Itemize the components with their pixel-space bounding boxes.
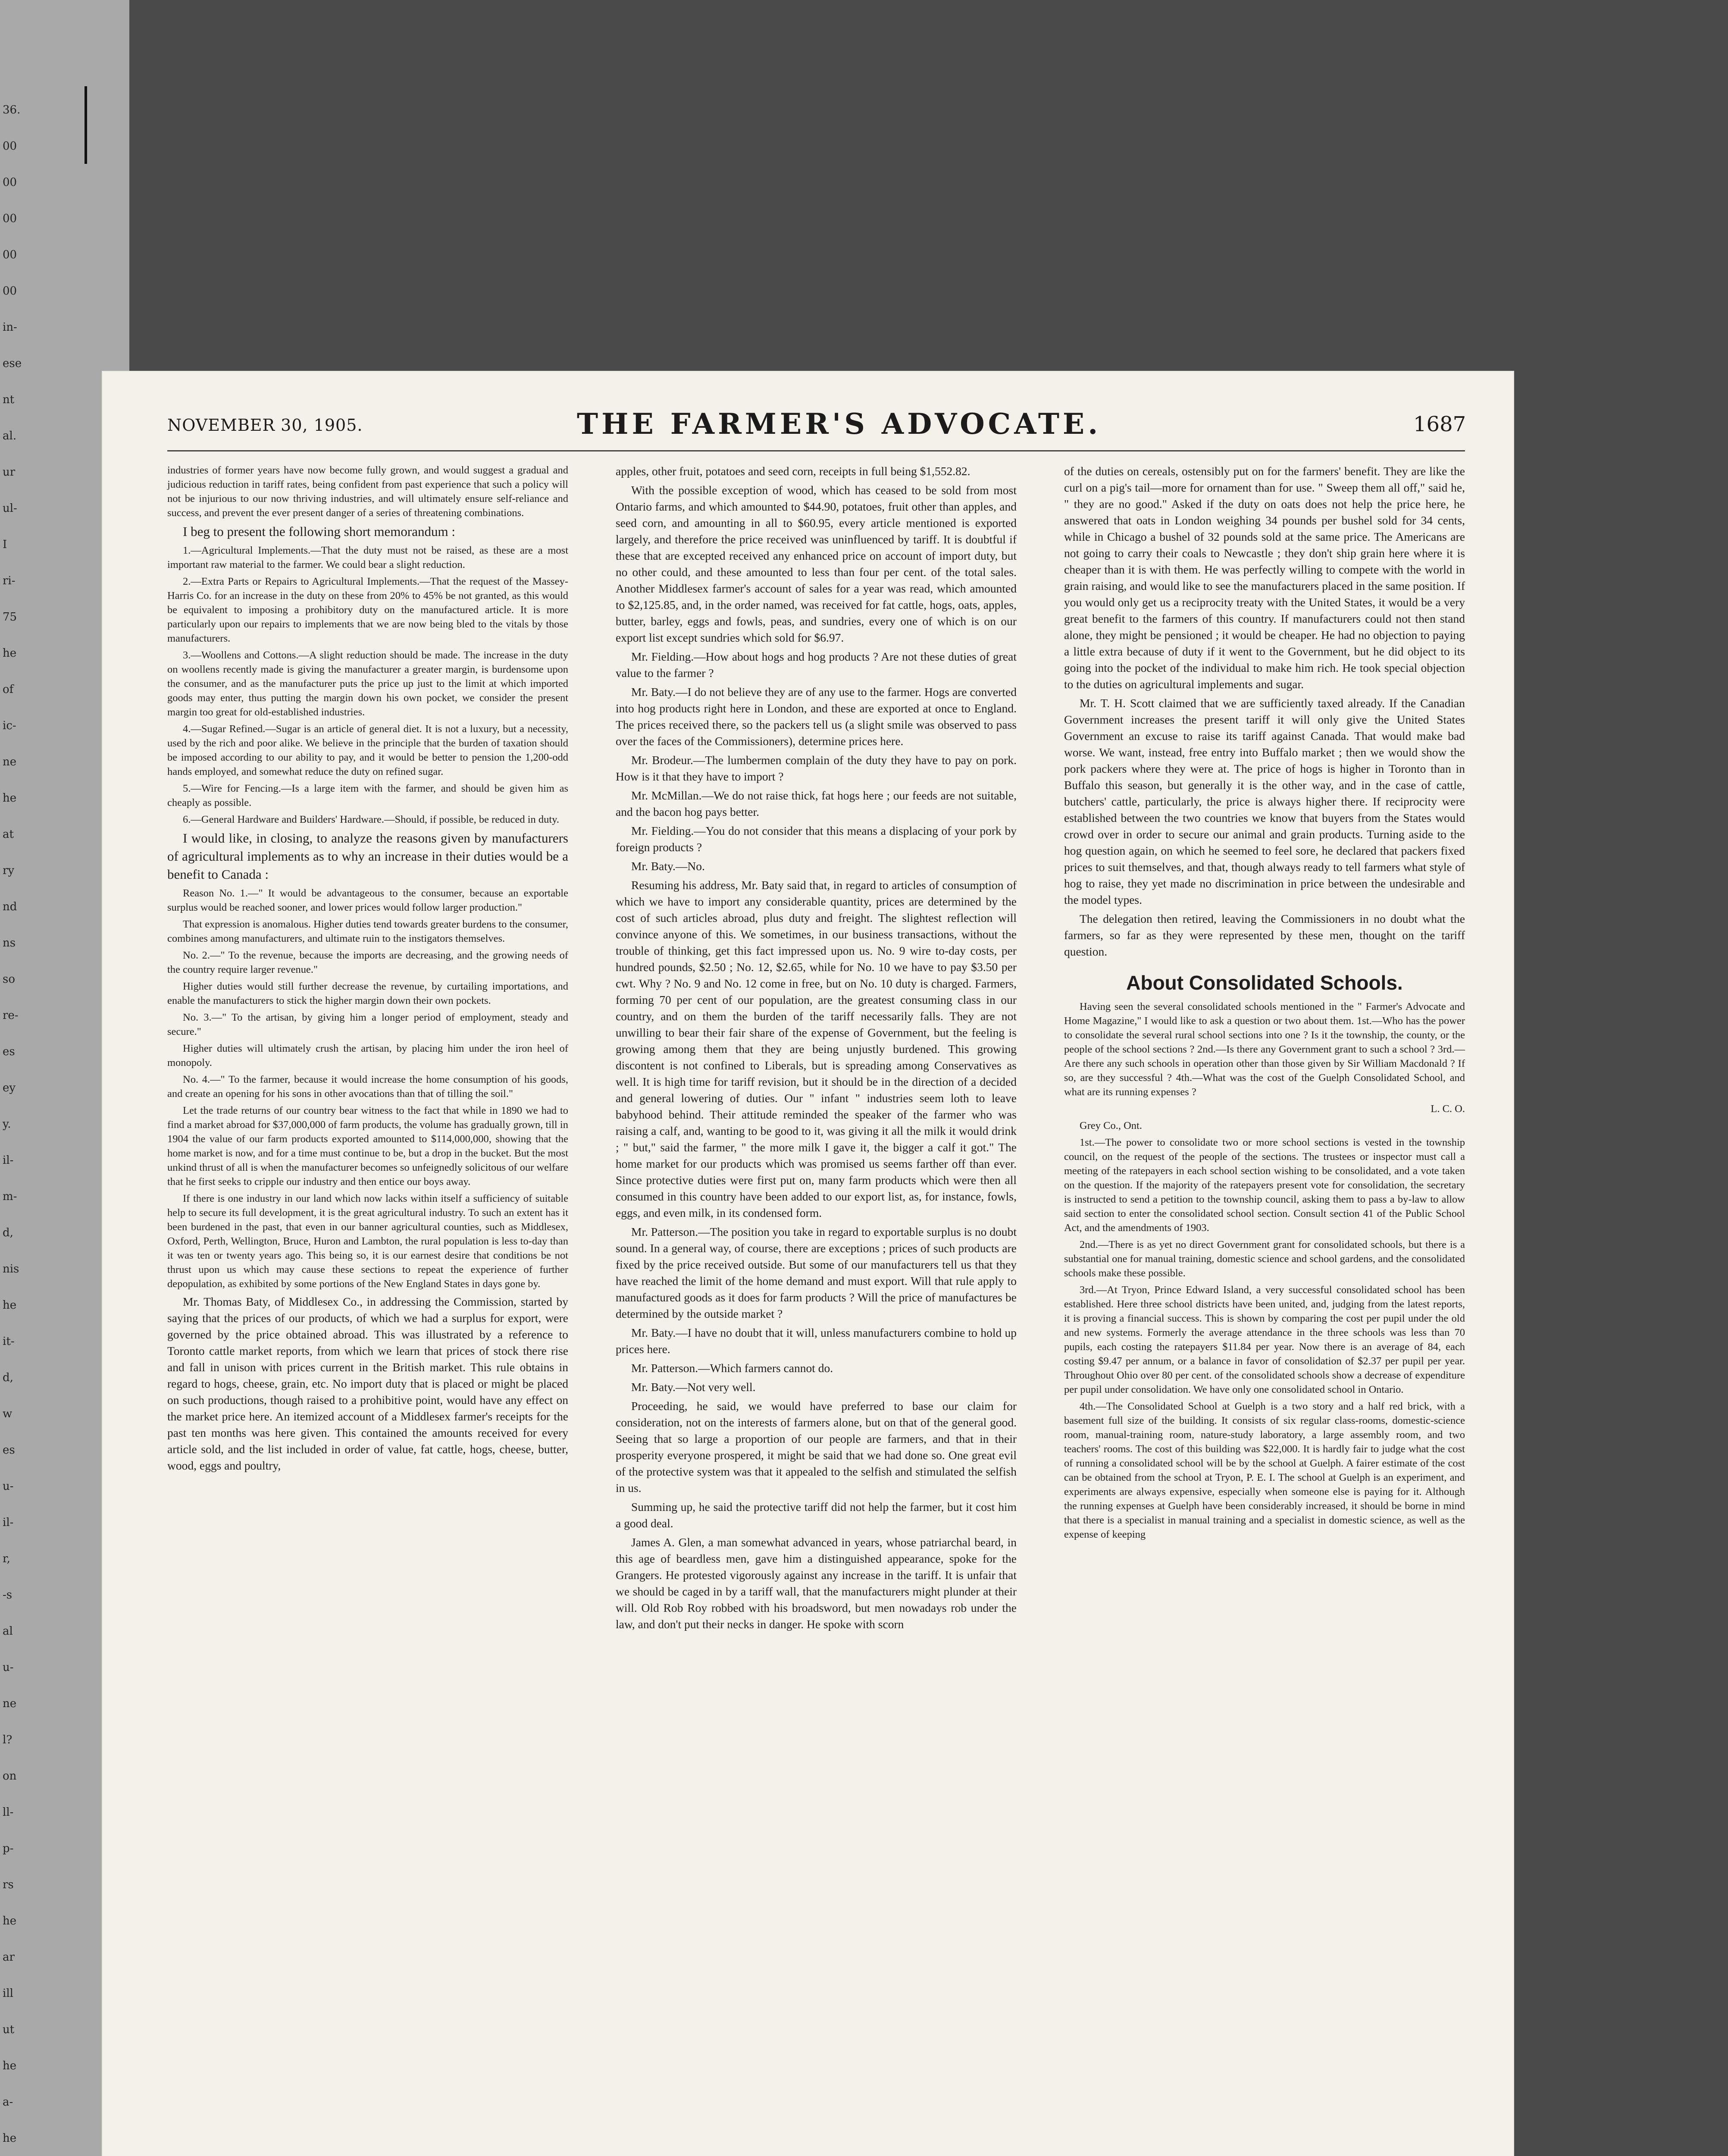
margin-fragment: he [3, 1299, 17, 1312]
margin-fragment: ne [3, 755, 17, 768]
margin-fragment: ese [3, 357, 22, 370]
article-paragraph: L. C. O. [1431, 1103, 1465, 1115]
article-paragraph: Mr. Baty.—I have no doubt that it will, unless manufacturers combine to hold up prices here. [616, 1326, 1017, 1356]
margin-fragment: u- [3, 1480, 14, 1493]
margin-fragment: he [3, 792, 17, 805]
margin-fragment: il- [3, 1516, 14, 1529]
section-heading: About Consolidated Schools. [1126, 971, 1403, 994]
scan-edge-mark [85, 86, 87, 164]
margin-fragment: ry [3, 864, 15, 877]
margin-fragment: 00 [3, 140, 17, 153]
article-paragraph: With the possible exception of wood, which has ceased to be sold from most Ontario farms, and which amounted to $44.90, potatoes, fruit other than apples, and seed corn, and amounting in all to $60.95, every article mentioned is exported largely, and therefore the price received was uninfluenced by tariff. It is doubtful if these that are excepted received any enhanced price on account of import duty, but no other could, and these amounted to less than four per cent. of the total sales. Another Middlesex farmer's account of sales for a year was read, which amounted to $2,125.85, and, in the order named, was received for fat cattle, hogs, oats, apples, butter, barley, eggs and fowls, peas, and sundries, every one of which is on our export list except sundries which sold for $6.97. [616, 483, 1017, 644]
page-number: 1687 [1413, 412, 1466, 436]
article-paragraph: Let the trade returns of our country bear witness to the fact that while in 1890 we had to find a market abroad for $37,000,000 of farm products, the volume has gradually grown, till in 1904 the value of our farm products exported amounted to $114,000,000, showing that the home market is now, and for a time must continue to be, but a drop in the bucket. But the most unkind thrust of all is when the manufacturer becomes so unfeignedly solicitous of our welfare that he first seeks to cripple our industry and then entice our boys away. [167, 1105, 568, 1188]
margin-fragment: I [3, 538, 7, 551]
column-left [167, 463, 568, 1476]
article-paragraph: Reason No. 1.—" It would be advantageous to the consumer, because an exportable surplus would be reached sooner, and lower prices would follow larger production." [167, 887, 568, 913]
article-paragraph: The delegation then retired, leaving the Commissioners in no doubt what the farmers, so far as they were represented by these men, thought on the tariff question. [1064, 912, 1465, 958]
margin-fragment: 00 [3, 248, 17, 261]
article-paragraph: Mr. Fielding.—How about hogs and hog products ? Are not these duties of great value to the farmer ? [616, 650, 1017, 680]
margin-fragment: 75 [3, 611, 17, 624]
margin-fragment: he [3, 1915, 17, 1927]
article-paragraph: Grey Co., Ont. [1080, 1120, 1142, 1131]
article-paragraph: Mr. Thomas Baty, of Middlesex Co., in addressing the Commission, started by saying that the prices of our products, of which we had a surplus for export, were governed by the price obtained abroad. This was illustrated by a reference to Toronto cattle market reports, from which we learn that prices of stock there rise and fall in unison with prices current in the British market. This rule obtains in regard to hogs, cheese, grain, etc. No import duty that is placed or might be placed on such productions, though raised to a prohibitive point, would have any effect on the market price here. An itemized account of a Middlesex farmer's receipts for the past ten months was here given. This contained the amounts received for every article sold, and the list included in order of value, fat cattle, hogs, cheese, butter, wood, eggs and poultry, [167, 1295, 568, 1472]
issue-date: NOVEMBER 30, 1905. [167, 416, 363, 435]
article-paragraph: 1st.—The power to consolidate two or more school sections is vested in the township council, on the request of the people of the sections. The trustees or inspector must call a meeting of the ratepayers in each school section wishing to be consolidated, and a vote taken on the question. If the majority of the ratepayers present vote for consolidation, the secretary is instructed to send a petition to the township council, asking them to pass a by-law to allow said section to enter the consolidated school section. Consult section 41 of the Public School Act, and the amendments of 1903. [1064, 1137, 1465, 1234]
margin-fragment: w [3, 1407, 13, 1420]
margin-fragment: p- [3, 1842, 14, 1855]
margin-fragment: -s [3, 1589, 13, 1601]
margin-fragment: ut [3, 2023, 15, 2036]
article-paragraph: No. 4.—" To the farmer, because it would increase the home consumption of his goods, and create an opening for his sons in other avocations than that of tilling the soil." [167, 1074, 568, 1100]
article-paragraph: Having seen the several consolidated schools mentioned in the " Farmer's Advocate and Home Magazine," I would like to ask a question or two about them. 1st.—Who has the power to consolidate the several rural school sections into one ? Is it the township, the county, or the people of the school sections ? 2nd.—Is there any Government grant to such a school ? 3rd.—Are there any such schools in operation other than those given by Sir William Macdonald ? If so, are they successful ? 4th.—What was the cost of the Guelph Consolidated School, and what are its running expenses ? [1064, 1001, 1465, 1098]
article-paragraph: Mr. Brodeur.—The lumbermen complain of the duty they have to pay on pork. How is it that they have to import ? [616, 753, 1017, 783]
margin-fragment: 00 [3, 212, 17, 225]
article-paragraph: of the duties on cereals, ostensibly put on for the farmers' benefit. They are like the curl on a pig's tail—more for ornament than for use. " Sweep them all off," said he, " they are no good." Asked if the duty on oats does not help the price here, he answered that oats in London weighing 34 pounds per bushel sold for 34 cents, while in Chicago a bushel of 32 pounds sold at the same price. The Americans are not going to carry their coals to Newcastle ; they don't ship grain here where it is cheaper than it is with them. He was perfectly willing to compete with the world in grain raising, and would like to see the manufacturers placed in the same position. If you would only get us a reciprocity treaty with the United States, it would be a very great benefit to the farmers of this country. If manufacturers could not then stand alone, they might be pensioned ; it would be cheaper. He had no objection to paying a little extra because of duty if it went to the Government, but he did object to its going into the pocket of the individual to make him rich. He took special objection to the duties on agricultural implements and sugar. [1064, 464, 1465, 691]
margin-fragment: r, [3, 1552, 10, 1565]
column-right [1064, 463, 1465, 1544]
article-paragraph: That expression is anomalous. Higher duties tend towards greater burdens to the consumer, combines among manufacturers, and ultimate ruin to the instigators themselves. [167, 918, 568, 944]
article-paragraph: Mr. Baty.—Not very well. [631, 1380, 756, 1394]
article-paragraph: Mr. McMillan.—We do not raise thick, fat hogs here ; our feeds are not suitable, and the bacon hog pays better. [616, 789, 1017, 818]
margin-fragment: so [3, 973, 15, 986]
margin-fragment: 36. [3, 103, 21, 116]
article-paragraph: industries of former years have now become fully grown, and would suggest a gradual and judicious reduction in tariff rates, being confident from past experience that such a policy will not be injurious to our now thriving industries, and will ultimately ensure self-reliance and success, and prevent the ever present danger of a series of threatening combinations. [167, 464, 568, 519]
article-paragraph: I would like, in closing, to analyze the reasons given by manufacturers of agricultural implements as to why an increase in their duties would be a benefit to Canada : [167, 830, 568, 882]
margin-fragment: ll- [3, 1806, 14, 1819]
margin-fragment: nd [3, 900, 17, 913]
article-paragraph: 3.—Woollens and Cottons.—A slight reduction should be made. The increase in the duty on woollens recently made is giving the manufacturer a greater margin, is burdensome upon the consumer, and as the manufacturer puts the price up just to the limit at which imported goods may enter, thus putting the margin down his own pocket, we consider the present margin too great for old-established industries. [167, 649, 568, 718]
column-middle [616, 463, 1017, 1635]
margin-fragment: ey [3, 1081, 16, 1094]
margin-fragment: y. [3, 1118, 11, 1131]
margin-fragment: ar [3, 1951, 15, 1964]
article-paragraph: Proceeding, he said, we would have preferred to base our claim for consideration, not on the interests of farmers alone, but on that of the general good. Seeing that so large a proportion of our people are farmers, and that in their prosperity everyone prospered, it might be said that we had done so. One great evil of the protective system was that it appealed to the selfish and stimulated the selfish in us. [616, 1399, 1017, 1495]
article-paragraph: Mr. Baty.—I do not believe they are of any use to the farmer. Hogs are converted into hog products right here in London, and these are exported at once to England. The prices received there, so the packers tell us (a slight smile was observed to pass over the faces of the Commissioners), determine prices here. [616, 685, 1017, 748]
margin-fragment: m- [3, 1190, 17, 1203]
margin-fragment: at [3, 828, 14, 841]
article-paragraph: No. 2.—" To the revenue, because the imports are decreasing, and the growing needs of the country require larger revenue." [167, 950, 568, 975]
article-paragraph: 5.—Wire for Fencing.—Is a large item with the farmer, and should be given him as cheaply as possible. [167, 783, 568, 808]
article-paragraph: Mr. Patterson.—The position you take in regard to exportable surplus is no doubt sound. In a general way, of course, there are exceptions ; prices of such products are fixed by the price received outside. But some of our manufacturers tell us that they have reached the limit of the home demand and must export. Will that rule apply to manufactured goods as it does for farm products ? Will the price of manufactures be determined by the outside market ? [616, 1225, 1017, 1320]
margin-fragment: nis [3, 1263, 19, 1275]
article-paragraph: James A. Glen, a man somewhat advanced in years, whose patriarchal beard, in this age of beardless men, gave him a distinguished appearance, spoke for the Grangers. He protested vigorously against any increase in the tariff. It is unfair that we should be caged in by a tariff wall, that the manufacturers might plunder at their will. Old Rob Roy robbed with his broadsword, but men nowadays rob under the law, and don't put their necks in danger. He spoke with scorn [616, 1536, 1017, 1631]
margin-fragment: rs [3, 1878, 14, 1891]
margin-fragment: es [3, 1045, 15, 1058]
margin-fragment: of [3, 683, 14, 696]
header-rule [167, 450, 1465, 451]
article-paragraph: Summing up, he said the protective tariff did not help the farmer, but it cost him a good deal. [616, 1500, 1017, 1530]
margin-fragment: ri- [3, 574, 16, 587]
margin-fragment: ic- [3, 719, 16, 732]
article-paragraph: I beg to present the following short memorandum : [183, 524, 455, 539]
margin-fragment: re- [3, 1009, 19, 1022]
margin-fragment: a- [3, 2096, 13, 2109]
article-paragraph: Mr. T. H. Scott claimed that we are sufficiently taxed already. If the Canadian Government increases the present tariff it will only give the United States Government an excuse to raise its tariff against Canada. That would make bad worse. We want, instead, free entry into Buffalo market ; then we would show the pork packers where they were at. The price of hogs is higher in Toronto than in Buffalo this season, but generally it is the other way, and in the case of cattle, butchers' cattle, particularly, the price is always higher there. If reciprocity were established between the two countries we know that buyers from the States would crowd over in order to secure our animal and grain products. Turning aside to the hog question again, on which he seemed to feel sore, he declared that packers fixed prices to suit themselves, and that, though always ready to tell farmers what style of hog to raise, they yet made no discrimination in price between the undesirable and the model types. [1064, 696, 1465, 906]
article-paragraph: 6.—General Hardware and Builders' Hardware.—Should, if possible, be reduced in duty. [183, 814, 560, 825]
margin-fragment: nt [3, 393, 15, 406]
margin-fragment: 00 [3, 176, 17, 189]
article-paragraph: 4.—Sugar Refined.—Sugar is an article of general diet. It is not a luxury, but a necessity, used by the rich and poor alike. We believe in the principle that the burden of taxation should be imposed according to our ability to pay, and it would be better to pension the 1,200-odd hands employed, and somewhat reduce the duty on refined sugar. [167, 723, 568, 777]
margin-fragment: ns [3, 937, 16, 950]
article-paragraph: apples, other fruit, potatoes and seed corn, receipts in full being $1,552.82. [616, 464, 970, 478]
masthead-title: THE FARMER'S ADVOCATE. [577, 407, 1102, 441]
margin-fragment: 00 [3, 285, 17, 298]
margin-fragment: ill [3, 1987, 13, 2000]
margin-fragment: al. [3, 429, 17, 442]
margin-fragment: es [3, 1444, 15, 1457]
article-paragraph: No. 3.—" To the artisan, by giving him a longer period of employment, steady and secure." [167, 1012, 568, 1037]
adjacent-page-fragments [0, 0, 26, 2156]
margin-fragment: it- [3, 1335, 15, 1348]
article-paragraph: 2.—Extra Parts or Repairs to Agricultural Implements.—That the request of the Massey-Harris Co. for an increase in the duty on these from 20% to 45% be not granted, as this would be equivalent to imposing a prohibitory duty on the manufactured article. It is more particularly upon our repairs to implements that we are now being bled to the vitals by those manufacturers. [167, 576, 568, 644]
margin-fragment: ur [3, 466, 16, 479]
newspaper-page [103, 372, 1513, 2156]
margin-fragment: u- [3, 1661, 14, 1674]
margin-fragment: he [3, 647, 17, 660]
margin-fragment: he [3, 2059, 17, 2072]
article-paragraph: 1.—Agricultural Implements.—That the duty must not be raised, as these are a most important raw material to the farmer. We could bear a slight reduction. [167, 545, 568, 570]
article-paragraph: Resuming his address, Mr. Baty said that, in regard to articles of consumption of which we have to import any considerable quantity, prices are determined by the cost of such articles abroad, plus duty and freight. The slightest reflection will convince anyone of this. We sometimes, in our business transactions, without the trouble of thinking, get this fact impressed upon us. No. 9 wire to-day costs, per hundred pounds, $2.50 ; No. 12, $2.65, while for No. 10 we have to pay $3.50 per cwt. Why ? No. 9 and No. 12 come in free, but on No. 10 duty is charged. Farmers, forming 70 per cent of our population, are the greatest consuming class in our country, and on them the burden of the tariff necessarily falls. They are not unwilling to bear their fair share of the expense of Government, but the feeling is growing among them that they are being unjustly burdened. This growing discontent is not confined to Liberals, but is spreading among Conservatives as well. It is high time for tariff revision, but it should be in the direction of a decided and general lowering of duties. Our " infant " industries seem loth to leave babyhood behind. Their attitude reminded the speaker of the farmer who was raising a calf, and, wanting to be good to it, was giving it all the milk it would drink ; " but," said the farmer, " the more milk I gave it, the bigger a calf it got." The home market for our products which was promised us seems farther off than ever. Since protective duties were first put on, many farm products which were then all consumed in this country have been added to our export list, as, for instance, fowls, eggs, and even milk, in its condensed form. [616, 878, 1017, 1219]
article-paragraph: Higher duties will ultimately crush the artisan, by placing him under the iron heel of monopoly. [167, 1043, 568, 1069]
margin-fragment: d, [3, 1371, 13, 1384]
margin-fragment: ul- [3, 502, 17, 515]
margin-fragment: il- [3, 1154, 14, 1167]
article-paragraph: 2nd.—There is as yet no direct Government grant for consolidated schools, but there is a substantial one for manual training, domestic science and school gardens, and the consolidated schools make these possible. [1064, 1239, 1465, 1279]
margin-fragment: he [3, 2132, 17, 2145]
article-paragraph: Higher duties would still further decrease the revenue, by curtailing importations, and enable the manufacturers to stick the higher margin down their own pockets. [167, 981, 568, 1006]
margin-fragment: d, [3, 1226, 13, 1239]
article-paragraph: Mr. Fielding.—You do not consider that this means a displacing of your pork by foreign products ? [616, 824, 1017, 854]
margin-fragment: on [3, 1770, 17, 1783]
margin-fragment: al [3, 1625, 13, 1638]
margin-fragment: ne [3, 1697, 17, 1710]
article-paragraph: 3rd.—At Tryon, Prince Edward Island, a very successful consolidated school has been established. Here three school districts have been united, and, judging from the latest reports, it is proving a financial success. This is shown by comparing the cost per pupil under the old and new systems. Formerly the average attendance in the three schools was less than 70 pupils, each costing the ratepayers $11.84 per year. Now there is an average of 84, each costing $9.47 per annum, or a balance in favor of consolidation of $2.37 per pupil per year. Throughout Ohio over 80 per cent. of the consolidated schools show a decrease of expenditure per pupil under consolidation. We have only one consolidated school in Ontario. [1064, 1284, 1465, 1395]
article-paragraph: 4th.—The Consolidated School at Guelph is a two story and a half red brick, with a basement full size of the building. It consists of six regular class-rooms, domestic-science room, manual-training room, nature-study laboratory, a large assembly room, and two teachers' rooms. The cost of this building was $22,000. It is hardly fair to judge what the cost of running a consolidated school will be by the school at Guelph. A fairer estimate of the cost can be obtained from the school at Tryon, P. E. I. The school at Guelph is an experiment, and experiments are always expensive, especially when someone else is paying for it. Although the running expenses at Guelph have been considerably increased, it should be borne in mind that there is a specialist in manual training and a specialist in domestic science, as well as the expense of keeping [1064, 1401, 1465, 1540]
margin-fragment: in- [3, 321, 17, 334]
margin-fragment: l? [3, 1733, 13, 1746]
article-paragraph: Mr. Baty.—No. [631, 859, 705, 873]
article-paragraph: Mr. Patterson.—Which farmers cannot do. [631, 1361, 833, 1375]
page-header [167, 407, 1466, 446]
article-paragraph: If there is one industry in our land which now lacks within itself a sufficiency of suitable help to secure its full development, it is the great agricultural industry. To such an extent has it been burdened in the past, that even in our banner agricultural counties, such as Middlesex, Oxford, Perth, Wellington, Bruce, Huron and Lambton, the rural population is less to-day than it was ten or twenty years ago. This being so, it is our earnest desire that conditions be not thrust upon us which may cause these sections to repeat the experience of further depopulation, as exhibited by some portions of the New England States in days gone by. [167, 1193, 568, 1290]
